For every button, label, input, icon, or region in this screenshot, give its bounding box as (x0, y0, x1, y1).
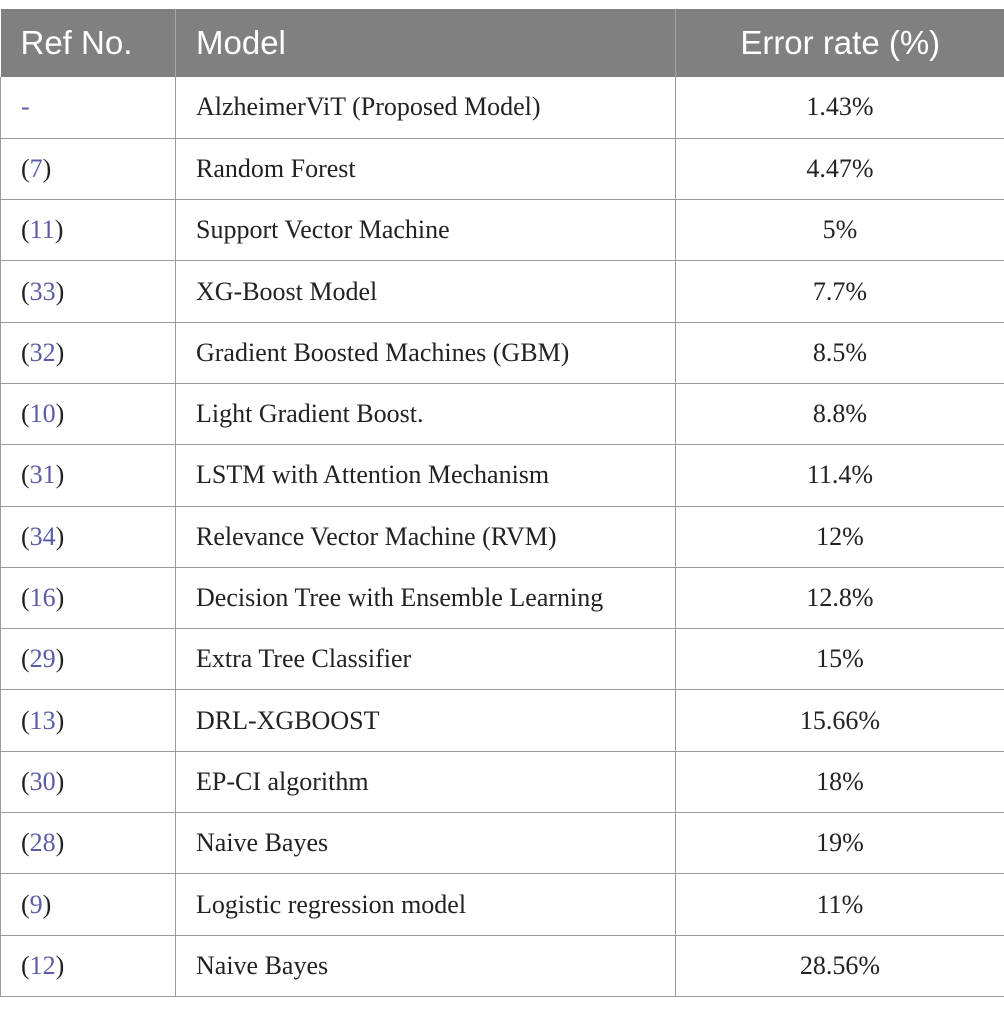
ref-close-paren: ) (55, 705, 65, 735)
ref-open-paren: ( (21, 644, 30, 674)
ref-link[interactable]: 33 (29, 276, 56, 306)
ref-close-paren: ) (42, 153, 52, 183)
ref-open-paren: ( (21, 215, 30, 245)
table-row (1, 629, 1004, 690)
ref-link[interactable]: 28 (29, 828, 56, 858)
ref-close-paren: ) (42, 889, 52, 919)
error-rate-cell: 12% (676, 506, 1004, 567)
error-rate-cell: 15% (676, 629, 1004, 690)
ref-cell (1, 383, 176, 444)
header-model: Model (176, 9, 676, 77)
ref-close-paren: ) (54, 215, 64, 245)
model-cell: Naive Bayes (176, 813, 676, 874)
model-cell: LSTM with Attention Mechanism (176, 445, 676, 506)
model-cell: XG-Boost Model (176, 261, 676, 322)
ref-open-paren: ( (21, 583, 30, 613)
ref-cell (1, 77, 176, 138)
ref-cell (1, 445, 176, 506)
table-row (1, 445, 1004, 506)
ref-cell (1, 138, 176, 199)
error-rate-cell: 11% (676, 874, 1004, 935)
ref-link[interactable]: - (21, 92, 30, 122)
error-rate-cell: 8.5% (676, 322, 1004, 383)
table-row (1, 322, 1004, 383)
ref-close-paren: ) (55, 828, 65, 858)
table-row (1, 506, 1004, 567)
table-row (1, 200, 1004, 261)
ref-cell (1, 506, 176, 567)
ref-cell (1, 567, 176, 628)
ref-close-paren: ) (55, 950, 65, 980)
ref-open-paren: ( (21, 521, 30, 551)
error-rate-cell: 12.8% (676, 567, 1004, 628)
table-row (1, 77, 1004, 138)
ref-close-paren: ) (55, 521, 65, 551)
ref-link[interactable]: 7 (29, 153, 43, 183)
ref-open-paren: ( (21, 276, 30, 306)
header-ref-no: Ref No. (1, 9, 176, 77)
ref-link[interactable]: 31 (29, 460, 56, 490)
model-cell: DRL-XGBOOST (176, 690, 676, 751)
ref-close-paren: ) (55, 644, 65, 674)
ref-close-paren: ) (55, 276, 65, 306)
error-rate-cell: 15.66% (676, 690, 1004, 751)
table-row (1, 874, 1004, 935)
ref-open-paren: ( (21, 705, 30, 735)
ref-open-paren: ( (21, 460, 30, 490)
ref-cell (1, 261, 176, 322)
ref-link[interactable]: 16 (29, 583, 56, 613)
table-row (1, 813, 1004, 874)
model-cell: Gradient Boosted Machines (GBM) (176, 322, 676, 383)
ref-cell (1, 874, 176, 935)
error-rate-cell: 28.56% (676, 935, 1004, 996)
error-rate-cell: 5% (676, 200, 1004, 261)
model-cell: Random Forest (176, 138, 676, 199)
comparison-table (0, 9, 1004, 997)
model-cell: Support Vector Machine (176, 200, 676, 261)
ref-open-paren: ( (21, 950, 30, 980)
ref-link[interactable]: 11 (29, 215, 55, 245)
table-row (1, 261, 1004, 322)
ref-link[interactable]: 13 (29, 705, 56, 735)
ref-close-paren: ) (55, 399, 65, 429)
model-cell: Extra Tree Classifier (176, 629, 676, 690)
error-rate-cell: 7.7% (676, 261, 1004, 322)
error-rate-cell: 8.8% (676, 383, 1004, 444)
table-header (1, 9, 1004, 77)
ref-cell (1, 629, 176, 690)
ref-link[interactable]: 30 (29, 766, 56, 796)
error-rate-cell: 11.4% (676, 445, 1004, 506)
model-cell: Relevance Vector Machine (RVM) (176, 506, 676, 567)
ref-close-paren: ) (55, 583, 65, 613)
ref-open-paren: ( (21, 153, 30, 183)
model-cell: Naive Bayes (176, 935, 676, 996)
ref-cell (1, 935, 176, 996)
ref-open-paren: ( (21, 828, 30, 858)
ref-link[interactable]: 34 (29, 521, 56, 551)
model-cell: EP-CI algorithm (176, 751, 676, 812)
table-row (1, 138, 1004, 199)
ref-link[interactable]: 29 (29, 644, 56, 674)
error-rate-cell: 1.43% (676, 77, 1004, 138)
ref-open-paren: ( (21, 766, 30, 796)
ref-open-paren: ( (21, 337, 30, 367)
ref-link[interactable]: 32 (29, 337, 56, 367)
model-cell: Decision Tree with Ensemble Learning (176, 567, 676, 628)
ref-open-paren: ( (21, 399, 30, 429)
model-cell: Logistic regression model (176, 874, 676, 935)
ref-open-paren: ( (21, 889, 30, 919)
ref-close-paren: ) (55, 766, 65, 796)
table-row (1, 935, 1004, 996)
header-row (1, 9, 1004, 77)
ref-link[interactable]: 12 (29, 950, 56, 980)
ref-link[interactable]: 10 (29, 399, 56, 429)
header-error-rate: Error rate (%) (740, 24, 941, 61)
error-rate-cell: 4.47% (676, 138, 1004, 199)
error-rate-cell: 19% (676, 813, 1004, 874)
table-body (1, 77, 1004, 996)
ref-cell (1, 690, 176, 751)
ref-cell (1, 322, 176, 383)
table-row (1, 690, 1004, 751)
ref-close-paren: ) (55, 337, 65, 367)
error-rate-cell: 18% (676, 751, 1004, 812)
model-cell: AlzheimerViT (Proposed Model) (176, 77, 676, 138)
ref-link[interactable]: 9 (29, 889, 43, 919)
ref-cell (1, 751, 176, 812)
ref-cell (1, 200, 176, 261)
model-cell: Light Gradient Boost. (176, 383, 676, 444)
table-row (1, 567, 1004, 628)
table-row (1, 751, 1004, 812)
ref-close-paren: ) (55, 460, 65, 490)
table-row (1, 383, 1004, 444)
ref-cell (1, 813, 176, 874)
